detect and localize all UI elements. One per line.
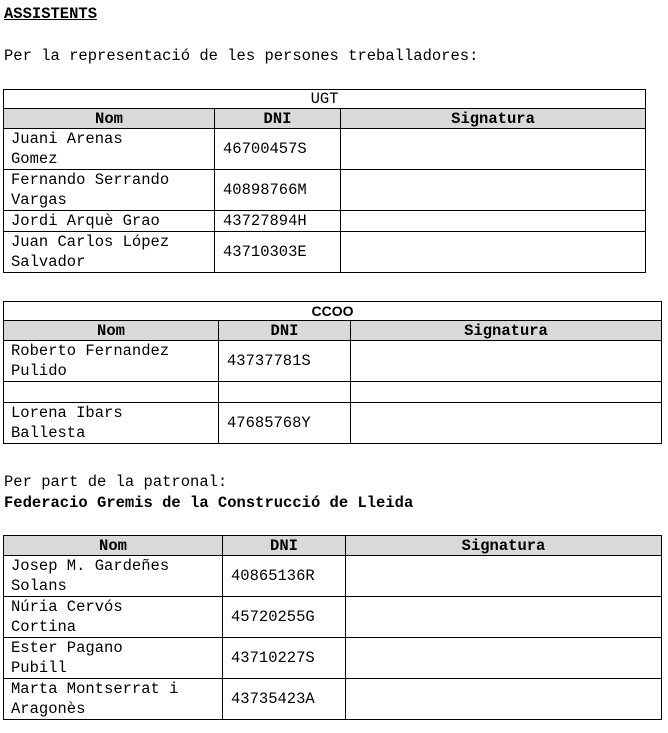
name-line: Gomez bbox=[11, 150, 58, 168]
name-line: Ballesta bbox=[11, 424, 86, 442]
table-row bbox=[4, 170, 646, 211]
name-line: Ester Pagano bbox=[11, 639, 123, 657]
col-header-name: Nom bbox=[4, 321, 219, 341]
name-line: Juani Arenas bbox=[11, 130, 123, 148]
ugt-title: UGT bbox=[4, 90, 646, 109]
name-line: Aragonès bbox=[11, 700, 86, 718]
name-cell bbox=[4, 129, 215, 170]
signature-cell[interactable] bbox=[346, 556, 662, 597]
dni-cell: 43737781S bbox=[219, 341, 351, 382]
col-header-signature: Signatura bbox=[346, 536, 662, 556]
table-row bbox=[4, 597, 662, 638]
name-line: Núria Cervós bbox=[11, 598, 123, 616]
name-cell bbox=[4, 211, 215, 232]
signature-cell[interactable] bbox=[351, 403, 662, 444]
name-line: Lorena Ibars bbox=[11, 404, 123, 422]
name-cell bbox=[4, 341, 219, 382]
name-line: Cortina bbox=[11, 618, 77, 636]
name-cell bbox=[4, 232, 215, 273]
name-line: Pulido bbox=[11, 362, 67, 380]
name-cell bbox=[4, 403, 219, 444]
signature-cell[interactable] bbox=[341, 129, 646, 170]
name-cell bbox=[4, 679, 223, 720]
col-header-name: Nom bbox=[4, 109, 215, 129]
dni-cell: 43710227S bbox=[223, 638, 346, 679]
table-row bbox=[4, 638, 662, 679]
table-row bbox=[4, 679, 662, 720]
signature-cell[interactable] bbox=[341, 211, 646, 232]
table-row bbox=[4, 556, 662, 597]
table-row bbox=[4, 341, 662, 382]
ccoo-title: CCOO bbox=[4, 302, 662, 321]
name-cell bbox=[4, 556, 223, 597]
signature-cell[interactable] bbox=[341, 170, 646, 211]
name-line: Fernando Serrando bbox=[11, 171, 170, 189]
signature-cell[interactable] bbox=[346, 679, 662, 720]
employer-table bbox=[3, 535, 662, 720]
dni-cell: 46700457S bbox=[215, 129, 341, 170]
employer-intro: Per part de la patronal: bbox=[4, 473, 228, 491]
name-line: Vargas bbox=[11, 191, 67, 209]
dni-cell: 43710303E bbox=[215, 232, 341, 273]
signature-cell[interactable] bbox=[346, 638, 662, 679]
signature-cell[interactable] bbox=[351, 382, 662, 403]
name-cell bbox=[4, 597, 223, 638]
dni-cell: 40898766M bbox=[215, 170, 341, 211]
signature-cell[interactable] bbox=[351, 341, 662, 382]
name-cell bbox=[4, 638, 223, 679]
table-row bbox=[4, 232, 646, 273]
col-header-dni: DNI bbox=[215, 109, 341, 129]
table-row bbox=[4, 382, 662, 403]
table-row bbox=[4, 129, 646, 170]
name-line: Solans bbox=[11, 577, 67, 595]
name-line: Jordi Arquè Grao bbox=[11, 212, 160, 230]
name-cell bbox=[4, 170, 215, 211]
workers-intro: Per la representació de les persones treballadores: bbox=[4, 47, 479, 65]
name-line: Marta Montserrat i bbox=[11, 680, 179, 698]
col-header-name: Nom bbox=[4, 536, 223, 556]
col-header-dni: DNI bbox=[223, 536, 346, 556]
dni-cell: 47685768Y bbox=[219, 403, 351, 444]
dni-cell: 45720255G bbox=[223, 597, 346, 638]
name-line: Roberto Fernandez bbox=[11, 342, 170, 360]
col-header-signature: Signatura bbox=[351, 321, 662, 341]
col-header-signature: Signatura bbox=[341, 109, 646, 129]
dni-cell: 40865136R bbox=[223, 556, 346, 597]
ugt-table bbox=[3, 89, 646, 273]
signature-cell[interactable] bbox=[341, 232, 646, 273]
name-cell bbox=[4, 382, 219, 403]
name-line: Salvador bbox=[11, 253, 86, 271]
signature-cell[interactable] bbox=[346, 597, 662, 638]
name-line: Pubill bbox=[11, 659, 67, 677]
dni-cell: 43727894H bbox=[215, 211, 341, 232]
col-header-dni: DNI bbox=[219, 321, 351, 341]
employer-org: Federacio Gremis de la Construcció de Lleida bbox=[4, 494, 414, 512]
dni-cell: 43735423A bbox=[223, 679, 346, 720]
name-line: Juan Carlos López bbox=[11, 233, 170, 251]
ccoo-table bbox=[3, 301, 662, 444]
page-heading: ASSISTENTS bbox=[4, 5, 98, 23]
table-row bbox=[4, 403, 662, 444]
dni-cell bbox=[219, 382, 351, 403]
name-line: Josep M. Gardeñes bbox=[11, 557, 170, 575]
table-row bbox=[4, 211, 646, 232]
